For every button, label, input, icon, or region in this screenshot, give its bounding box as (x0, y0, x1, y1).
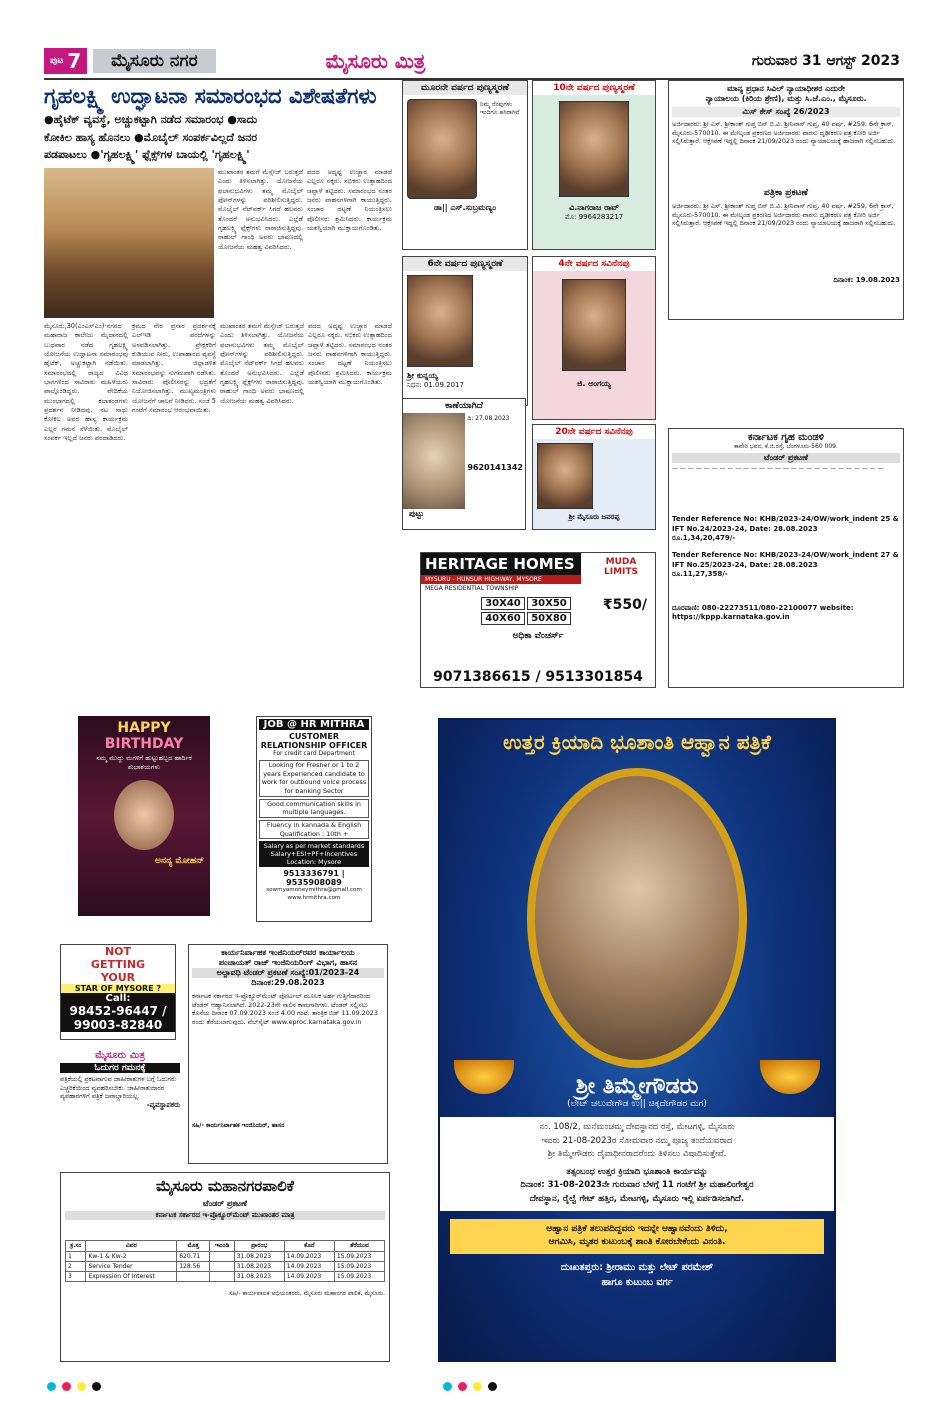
obituary-4: 4ನೇ ವರ್ಷದ ಸವಿನೆನಪು ಜಿ. ಅಂಗಯ್ಯ (532, 256, 656, 420)
table-cell: 128.56 (177, 1262, 210, 1272)
lead-column-3: ಮುಖಾಂತರ ತಮಗೆ ಮೆಸ್ಸೇಜ್ ಬರುತ್ತದೆ ಎಂದು ತಿಳಿಸಲಾಗಿತ್ತು. ಯೋಜನೆಯ ಫಲಾನುಭವಿಗಳು ತಮ್ಮ ಮೊಬೈಲ್ ಫೋನ್‌ಗಳನ್ನು ಪರಿಶೀಲಿಸುತ್ತಿದ್ದರು. ಮೊಬೈಲ್ ನೆಟ್‌ವರ್ಕ್ ಸಿಗದೆ ಹಲವರು ತೊಂದರೆ ಅನುಭವಿಸಿದರು. ಎಲ್ಲೆಡೆ ಗೃಹಲಕ್ಷ್ಮಿ ಫ್ಲೆಕ್ಸ್‌ಗಳು ರಾರಾಜಿಸುತ್ತಿದ್ದವು. ರಾಹುಲ್ ಗಾಂಧಿ ಅವರು ಭಾಷಣದಲ್ಲಿ ಯೋಜನೆಯ ಮಹತ್ವ ವಿವರಿಸಿದರು. (218, 167, 303, 251)
table-row (66, 1272, 385, 1282)
print-registration-marks (44, 1376, 104, 1395)
lead-headline: ಗೃಹಲಕ್ಷ್ಮಿ ಉದ್ಘಾಟನಾ ಸಮಾರಂಭದ ವಿಶೇಷತೆಗಳು (44, 84, 377, 108)
missing-pet-ad: ಕಾಣೆಯಾಗಿದೆ ದಿ: 27.08.2023 9620141342 ಪುಟ್ಟು (402, 398, 526, 530)
table-header: ಕೊನೆ (284, 1241, 334, 1252)
lead-column-4b: ಪದದ ಅದೃಷ್ಟ ಉಚ್ಚಾರ ಮಾಡದೆ ಎಲ್ಲರೂ ನಕ್ಕರು. ಸಭಿಕರು ಉತ್ಸಾಹದಿಂದ ಚಪ್ಪಾಳೆ ತಟ್ಟಿದರು. ಸಮಾರಂಭದ ನಂತರ ಜನರು ವಾಹನಗಳಿಗಾಗಿ ಕಾಯುತ್ತಿದ್ದರು. ಸಂಚಾರ ದಟ್ಟಣೆ ನಿಯಂತ್ರಿಸಲು ಪೊಲೀಸರು ಶ್ರಮಿಸಿದರು. ಕಾರ್ಯಕ್ರಮ ಯಶಸ್ವಿಯಾಗಿ ಮುಕ್ತಾಯಗೊಂಡಿತು. (308, 321, 392, 386)
table-cell: 14.09.2023 (284, 1262, 334, 1272)
table-cell: 31.08.2023 (234, 1272, 284, 1282)
newspaper-logo: ಮೈಸೂರು ಮಿತ್ರ (325, 49, 426, 73)
table-header: ತೆರೆಯುವ (334, 1241, 384, 1252)
table-cell: 15.09.2023 (334, 1262, 384, 1272)
panchayat-tender: ಕಾರ್ಯನಿರ್ವಾಹಕ ಇಂಜಿನಿಯರ್‌ರವರ ಕಾರ್ಯಾಲಯ ಪಂಚಾಯತ್ ರಾಜ್ ಇಂಜಿನಿಯರಿಂಗ್ ವಿಭಾಗ, ಹಾಸನ ಅಲ್ಪಾವಧಿ ಟೆಂಡರ್ ಪ್ರಕಟಣೆ ಸಂಖ್ಯೆ:01/2023-24 ದಿನಾಂಕ:29.08.2023 ಕರ್ನಾಟಕ ಸರ್ಕಾರದ ಇ-ಪ್ರೊಕ್ಯೂರ್‌ಮೆಂಟ್ ಪೋರ್ಟಲ್ ಮೂಲಕ ಅರ್ಹ ಗುತ್ತಿಗೆದಾರರಿಂದ ಟೆಂಡರ್ ಆಹ್ವಾನಿಸಲಾಗಿದೆ. 2022-23ನೇ ಸಾಲಿನ ಕಾಮಗಾರಿಗಳು. ಟೆಂಡರ್ ಸಲ್ಲಿಸಲು ಕೊನೆಯ ದಿನಾಂಕ 07.09.2023 ಸಂಜೆ 4.00 ಗಂಟೆ. ತಾಂತ್ರಿಕ ಬಿಡ್ 11.09.2023 ರಂದು ತೆರೆಯಲಾಗುವುದು. ವೆಬ್‌ಸೈಟ್ www.eproc.karnataka.gov.in ಸಹಿ/- ಕಾರ್ಯನಿರ್ವಾಹಕ ಇಂಜಿನಿಯರ್, ಹಾಸನ (188, 944, 388, 1164)
readers-notice: ಮೈಸೂರು ಮಿತ್ರ ಓದುಗರ ಗಮನಕ್ಕೆ ಪತ್ರಿಕೆಯಲ್ಲಿ ಪ್ರಕಟವಾಗುವ ಜಾಹೀರಾತುಗಳ ಬಗ್ಗೆ ಓದುಗರು ಎಚ್ಚರಿಕೆಯಿಂದ ವ್ಯವಹರಿಸಬೇಕು. ಜಾಹೀರಾತುದಾರರ ವ್ಯವಹಾರಗಳಿಗೆ ಪತ್ರಿಕೆ ಜವಾಬ್ದಾರಿಯಲ್ಲ. -ವ್ಯವಸ್ಥಾಪಕರು (60, 1050, 180, 1109)
mcc-tender: ಮೈಸೂರು ಮಹಾನಗರಪಾಲಿಕೆ ಟೆಂಡರ್ ಪ್ರಕಟಣೆ ಕರ್ನಾಟಕ ಸರ್ಕಾರದ ಇ-ಪ್ರೊಕ್ಯೂರ್‌ಮೆಂಟ್ ಮುಖಾಂತರ ಮಾತ್ರ ಕ್ರ.ಸಂ ವಿವರ ಮೊತ್ತ ಇಎಂಡಿ ಪ್ರಾರಂಭ ಕೊನೆ ತೆರೆಯುವ 1 Kw-1 & Kw-2 620.71 31.08.2023 14.09.2023 15.09.2023 2 Service Tender 128.56 31.08.2023 14.09.2023 15.09.2023 3 Expression Of Interest 31.08.2023 14.09.2023 15.09.2023 ಸಹಿ/- ಕಾರ್ಯಪಾಲಕ ಅಭಿಯಂತರರು, ಮೈಸೂರು ಮಹಾನಗರ ಪಾಲಿಕೆ, ಮೈಸೂರು. (60, 1172, 390, 1362)
obituary-2: 10ನೇ ವರ್ಷದ ಪುಣ್ಯಸ್ಮರಣೆ ವಿ.ನಾಗರಾಜ ರಾವ್ ಮೊ: 9964283217 (532, 80, 656, 250)
lead-story (44, 84, 392, 706)
table-cell: 15.09.2023 (334, 1272, 384, 1282)
table-row (66, 1252, 385, 1262)
table-header: ಇಎಂಡಿ (210, 1241, 234, 1252)
table-cell (210, 1262, 234, 1272)
table-cell (210, 1272, 234, 1282)
section-title: ಮೈಸೂರು ನಗರ (93, 49, 215, 73)
lead-column-2: ಕ್ರಮದ ನೇರ ಪ್ರಸಾರ ಪ್ರದರ್ಶನಕ್ಕೆ ಎಲ್‌ಇಡಿ ಪರದೆಗಳನ್ನು ಅಳವಡಿಸಲಾಗಿತ್ತು. ಪ್ರೇಕ್ಷಕರಿಗೆ ಕುಡಿಯುವ ನೀರು, ಉಪಾಹಾರದ ವ್ಯವಸ್ಥೆ ಮಾಡಲಾಗಿತ್ತು. ಜಿಲ್ಲಾಡಳಿತ ಸಮಾರಂಭವನ್ನು ಸುಗಮವಾಗಿ ನಡೆಸಿತು. ಸಾವಿರಾರು ಪೊಲೀಸರನ್ನು ಭದ್ರತೆಗೆ ನಿಯೋಜಿಸಲಾಗಿತ್ತು. ಮುಖ್ಯಮಂತ್ರಿಗಳು ಯೋಜನೆಗೆ ಚಾಲನೆ ನೀಡಿದರು. ಸಂಜೆ 5 ಗಂಟೆಗೆ ಸಮಾರಂಭ ಆರಂಭವಾಯಿತು. (132, 321, 216, 415)
table-cell: 620.71 (177, 1252, 210, 1262)
table-cell (177, 1272, 210, 1282)
table-cell: Service Tender (86, 1262, 177, 1272)
lead-subhead: ●ಹೈಟೆಕ್ ವ್ಯವಸ್ಥೆ, ಅಚ್ಚುಕಟ್ಟಾಗಿ ನಡೆದ ಸಮಾರಂಭ ●ಸಾದು ಕೋಕಿಲ ಹಾಸ್ಯ ಹೊನಲು ●ಮೊಬೈಲ್ ಸಂಪರ್ಕವಿಲ್ಲದೆ ಜನರ ಪಡಪಾಟಲು ●'ಗೃಹಲಕ್ಷ್ಮಿ' ಫ್ಲೆಕ್ಸ್‌ಗಳ ಬಾಯಲ್ಲಿ 'ಗೃಹಲಕ್ಷ್ಮಿ' (44, 113, 258, 162)
table-cell: Kw-1 & Kw-2 (86, 1252, 177, 1262)
table-cell: 1 (66, 1252, 86, 1262)
mcc-tender-table (65, 1240, 385, 1282)
heritage-homes-ad: HERITAGE HOMES MYSURU - HUNSUR HIGHWAY, MYSORE MEGA RESIDENTIAL TOWNSHIP MUDA LIMITS 30X40 30X50 40X60 50X80 ₹550/ ಅಧಿಕಾ ವೆಂಚರ್ಸ್ 9071386615 / 9513301854 (420, 552, 656, 688)
obituary-1: ಮೂರನೇ ವರ್ಷದ ಪುಣ್ಯಸ್ಮರಣೆ ನಿಮ್ಮ ನೆನಪುಗಳು ಇಂದಿಗೂ ಹಸಿರಾಗಿವೆ ಡಾ|| ಎಸ್.ಸುಬ್ರಮಣ್ಯಂ (402, 80, 528, 250)
birthday-ad: HAPPY BIRTHDAY ನಮ್ಮ ಮುದ್ದು ಮಗಳಿಗೆ ಹುಟ್ಟುಹಬ್ಬದ ಹಾರ್ದಿಕ ಶುಭಾಶಯಗಳು ಅನನ್ಯ ಮೋಹನ್ (78, 716, 210, 916)
table-cell: Expression Of Interest (86, 1272, 177, 1282)
table-header: ಕ್ರ.ಸಂ (66, 1241, 86, 1252)
table-cell: 15.09.2023 (334, 1252, 384, 1262)
star-of-mysore-ad: NOT GETTING YOUR STAR OF MYSORE ? Call: 98452-96447 / 99003-82840 (60, 944, 176, 1040)
portrait-frame (527, 768, 747, 1068)
obituary-5: 20ನೇ ವರ್ಷದ ಸವಿನೆನಪು ಶ್ರೀ ಮೈಸೂರು ಜವರಪ್ಪ (532, 424, 656, 530)
table-header: ಪ್ರಾರಂಭ (234, 1241, 284, 1252)
table-header: ವಿವರ (86, 1241, 177, 1252)
table-cell (210, 1252, 234, 1262)
table-header: ಮೊತ್ತ (177, 1241, 210, 1252)
table-cell: 14.09.2023 (284, 1252, 334, 1262)
obituary-3: 6ನೇ ವರ್ಷದ ಪುಣ್ಯಸ್ಮರಣೆ ಶ್ರೀ ಕುನ್ನಯ್ಯ ನಿಧನ: 01.09.2017 (402, 256, 528, 406)
page-number-badge: ಪುಟ 7 (44, 48, 87, 74)
job-ad: JOB @ HR MITHRA CUSTOMER RELATIONSHIP OFFICER For credit card Department Looking for Fresher or 1 to 2 years Experienced candidate to work for outbound voice process for banking Sector Good communication skills in multiple languages. Fluency in kannada & English Qualification : 10th + Salary as per market standards Salary+ESI+PF+Incentives Location: Mysore 9513336791 | 9535908089 sowmyamoneymithra@gmail.com www.hrmithra.com (256, 716, 372, 922)
table-row (66, 1262, 385, 1272)
khb-tender: ಕರ್ನಾಟಕ ಗೃಹ ಮಂಡಳಿ ಕಾವೇರಿ ಭವನ, ಕೆ.ಜಿ.ರಸ್ತೆ, ಬೆಂಗಳೂರು-560 009. ಟೆಂಡರ್ ಪ್ರಕಟಣೆ — — — — — — — — — — — — — — — — — — — — — — — — — — — Tender Reference No: KHB/2023-24/OW/work_indent 25 & IFT No.24/2023-24, Date: 28.08.2023 ರೂ.1,34,20,479/- Tender Reference No: KHB/2023-24/OW/work_indent 27 & IFT No.25/2023-24, Date: 28.08.2023 ರೂ.11,27,358/- ದೂರವಾಣಿ: 080-22273511/080-22100077 website: https://kppp.karnataka.gov.in (668, 428, 904, 688)
court-notice: ಮಾನ್ಯ ಪ್ರಧಾನ ಸಿವಿಲ್ ನ್ಯಾಯಾಧೀಶರ ಎದುರೇ ನ್ಯಾಯಾಲಯ (ಕಿರಿಯ ಶ್ರೇಣಿ), ಮತ್ತು ಸಿ.ಜೆ.ಎಂ., ಮೈಸೂರು. ಮಿಸ್ ಕೇಸ್ ಸಂಖ್ಯೆ 26/2023 ಅರ್ಜಿದಾರರು: ಶ್ರೀ ಎಸ್. ಶ್ರೀಕಾಂತ್ ಗುಪ್ತ ಬಿನ್ ಬಿ.ವಿ. ಶ್ರೀನಿವಾಸ್ ಗುಪ್ತ, 40 ವರ್ಷ, #259, 6ನೇ ಕ್ರಾಸ್, ಮೈಸೂರು-570010. ಈ ಮೇಲ್ಕಂಡ ಪ್ರಕರಣದ ಅರ್ಜಿದಾರರು ವಾರಸು ದೃಢೀಕರಣ ಪತ್ರ ಕೋರಿ ಅರ್ಜಿ ಸಲ್ಲಿಸಿರುತ್ತಾರೆ. ಆಕ್ಷೇಪಣೆ ಇದ್ದಲ್ಲಿ ದಿನಾಂಕ 21/09/2023 ರಂದು ನ್ಯಾಯಾಲಯಕ್ಕೆ ಹಾಜರಾಗಿ ಸಲ್ಲಿಸಬಹುದು. ಪತ್ರಿಕಾ ಪ್ರಕಟಣೆ ಅರ್ಜಿದಾರರು: ಶ್ರೀ ಎಸ್. ಶ್ರೀಕಾಂತ್ ಗುಪ್ತ ಬಿನ್ ಬಿ.ವಿ. ಶ್ರೀನಿವಾಸ್ ಗುಪ್ತ, 40 ವರ್ಷ, #259, 6ನೇ ಕ್ರಾಸ್, ಮೈಸೂರು-570010. ಈ ಮೇಲ್ಕಂಡ ಪ್ರಕರಣದ ಅರ್ಜಿದಾರರು ವಾರಸು ದೃಢೀಕರಣ ಪತ್ರ ಕೋರಿ ಅರ್ಜಿ ಸಲ್ಲಿಸಿರುತ್ತಾರೆ. ಆಕ್ಷೇಪಣೆ ಇದ್ದಲ್ಲಿ ದಿನಾಂಕ 21/09/2023 ರಂದು ನ್ಯಾಯಾಲಯಕ್ಕೆ ಹಾಜರಾಗಿ ಸಲ್ಲಿಸಬಹುದು. ದಿನಾಂಕ: 19.08.2023 (668, 80, 904, 320)
lead-column-4: ಪದದ ಅದೃಷ್ಟ ಉಚ್ಚಾರ ಮಾಡದೆ ಎಲ್ಲರೂ ನಕ್ಕರು. ಸಭಿಕರು ಉತ್ಸಾಹದಿಂದ ಚಪ್ಪಾಳೆ ತಟ್ಟಿದರು. ಸಮಾರಂಭದ ನಂತರ ಜನರು ವಾಹನಗಳಿಗಾಗಿ ಕಾಯುತ್ತಿದ್ದರು. ಸಂಚಾರ ದಟ್ಟಣೆ ನಿಯಂತ್ರಿಸಲು ಪೊಲೀಸರು ಶ್ರಮಿಸಿದರು. ಕಾರ್ಯಕ್ರಮ ಯಶಸ್ವಿಯಾಗಿ ಮುಕ್ತಾಯಗೊಂಡಿತು. (307, 167, 392, 232)
print-registration-marks-center (440, 1376, 500, 1395)
issue-date: ಗುರುವಾರ 31 ಆಗಸ್ಟ್ 2023 (751, 53, 900, 69)
table-cell: 2 (66, 1262, 86, 1272)
table-cell: 14.09.2023 (284, 1272, 334, 1282)
lead-column-1: ಮೈಸೂರು,30(ಎಂಎಸ್‌ಎಂ)-ನಗರದ ಮಹಾರಾಜ ಕಾಲೇಜು ಮೈದಾನದಲ್ಲಿ ಬುಧವಾರ ನಡೆದ ಗೃಹಲಕ್ಷ್ಮಿ ಯೋಜನೆಯ ಉದ್ಘಾಟನಾ ಸಮಾರಂಭವು ಹೈಟೆಕ್, ಅಚ್ಚುಕಟ್ಟಾಗಿ ನಡೆಯಿತು. ಸಮಾರಂಭದಲ್ಲಿ ರಾಜ್ಯದ ವಿವಿಧ ಭಾಗಗಳಿಂದ ಸಾವಿರಾರು ಮಹಿಳೆಯರು ಪಾಲ್ಗೊಂಡಿದ್ದರು. ವೇದಿಕೆಯ ಮುಂಭಾಗದಲ್ಲಿ ಕಲಾತಂಡಗಳು ಪ್ರದರ್ಶನ ನೀಡಿದವು. ನಟ ಸಾಧು ಕೋಕಿಲ ಅವರ ಹಾಸ್ಯ ಕಾರ್ಯಕ್ರಮ ಎಲ್ಲರ ಗಮನ ಸೆಳೆಯಿತು. ಮೊಬೈಲ್ ಸಂಪರ್ಕ ಇಲ್ಲದೆ ಜನರು ಪರದಾಡಿದರು. (44, 321, 128, 443)
bhooshanti-invitation-ad: ಉತ್ತರ ಕ್ರಿಯಾದಿ ಭೂಶಾಂತಿ ಆಹ್ವಾನ ಪತ್ರಿಕೆ ಶ್ರೀ ತಿಮ್ಮೇಗೌಡರು (ಲೇಟ್ ಚಲುವೇಗೌಡ ಉ|| ಚಿಕ್ಕದೇಗೌಡರ ಮಗ) ನಂ. 108/2, ಮನೆಮಂಚಮ್ಮ ದೇವಸ್ಥಾನದ ರಸ್ತೆ, ಮೇಟಗಳ್ಳಿ, ಮೈಸೂರು ಇವರು 21-08-2023ರ ಸೋಮವಾರ ನಮ್ಮ ಪೂಜ್ಯ ತಂದೆಯವರಾದ ಶ್ರೀ ತಿಮ್ಮೇಗೌಡರು ದೈವಾಧೀನರಾದರೆಂದು ತಿಳಿಸಲು ವಿಷಾದಿಸುತ್ತೇವೆ. ತತ್ಸಂಬಂಧ ಉತ್ತರ ಕ್ರಿಯಾದಿ ಭೂಶಾಂತಿ ಕಾರ್ಯವನ್ನು ದಿನಾಂಕ: 31-08-2023ನೇ ಗುರುವಾರ ಬೆಳಗ್ಗೆ 11 ಗಂಟೆಗೆ ಶ್ರೀ ಮಹಾಲಿಂಗೇಶ್ವರ ದೇವಸ್ಥಾನ, ರೈಲ್ವೆ ಗೇಟ್ ಹತ್ತಿರ, ಮೇಟಗಳ್ಳಿ, ಮೈಸೂರು ಇಲ್ಲಿ ಏರ್ಪಡಿಸಲಾಗಿದೆ. ಆಹ್ವಾನ ಪತ್ರಿಕೆ ತಲುಪದಿದ್ದವರು ಇದನ್ನೇ ಆಹ್ವಾನವೆಂದು ತಿಳಿದು, ಆಗಮಿಸಿ, ಮೃತರ ಕುಟುಂಬಕ್ಕೆ ಶಾಂತಿ ಕೋರಬೇಕೆಂದು ವಿನಂತಿ. ದುಃಖತಪ್ತರು: ಶ್ರೀರಾಮು ಮತ್ತು ಲೇಟ್ ಪರಮೇಶ್ ಹಾಗೂ ಕುಟುಂಬ ವರ್ಗ (438, 718, 836, 1362)
table-cell: 3 (66, 1272, 86, 1282)
page-header (44, 44, 904, 80)
table-cell: 31.08.2023 (234, 1252, 284, 1262)
lead-column-3b: ಮುಖಾಂತರ ತಮಗೆ ಮೆಸ್ಸೇಜ್ ಬರುತ್ತದೆ ಎಂದು ತಿಳಿಸಲಾಗಿತ್ತು. ಯೋಜನೆಯ ಫಲಾನುಭವಿಗಳು ತಮ್ಮ ಮೊಬೈಲ್ ಫೋನ್‌ಗಳನ್ನು ಪರಿಶೀಲಿಸುತ್ತಿದ್ದರು. ಮೊಬೈಲ್ ನೆಟ್‌ವರ್ಕ್ ಸಿಗದೆ ಹಲವರು ತೊಂದರೆ ಅನುಭವಿಸಿದರು. ಎಲ್ಲೆಡೆ ಗೃಹಲಕ್ಷ್ಮಿ ಫ್ಲೆಕ್ಸ್‌ಗಳು ರಾರಾಜಿಸುತ್ತಿದ್ದವು. ರಾಹುಲ್ ಗಾಂಧಿ ಅವರು ಭಾಷಣದಲ್ಲಿ ಯೋಜನೆಯ ಮಹತ್ವ ವಿವರಿಸಿದರು. (220, 321, 304, 405)
table-cell: 31.08.2023 (234, 1262, 284, 1272)
event-photo (44, 168, 214, 318)
